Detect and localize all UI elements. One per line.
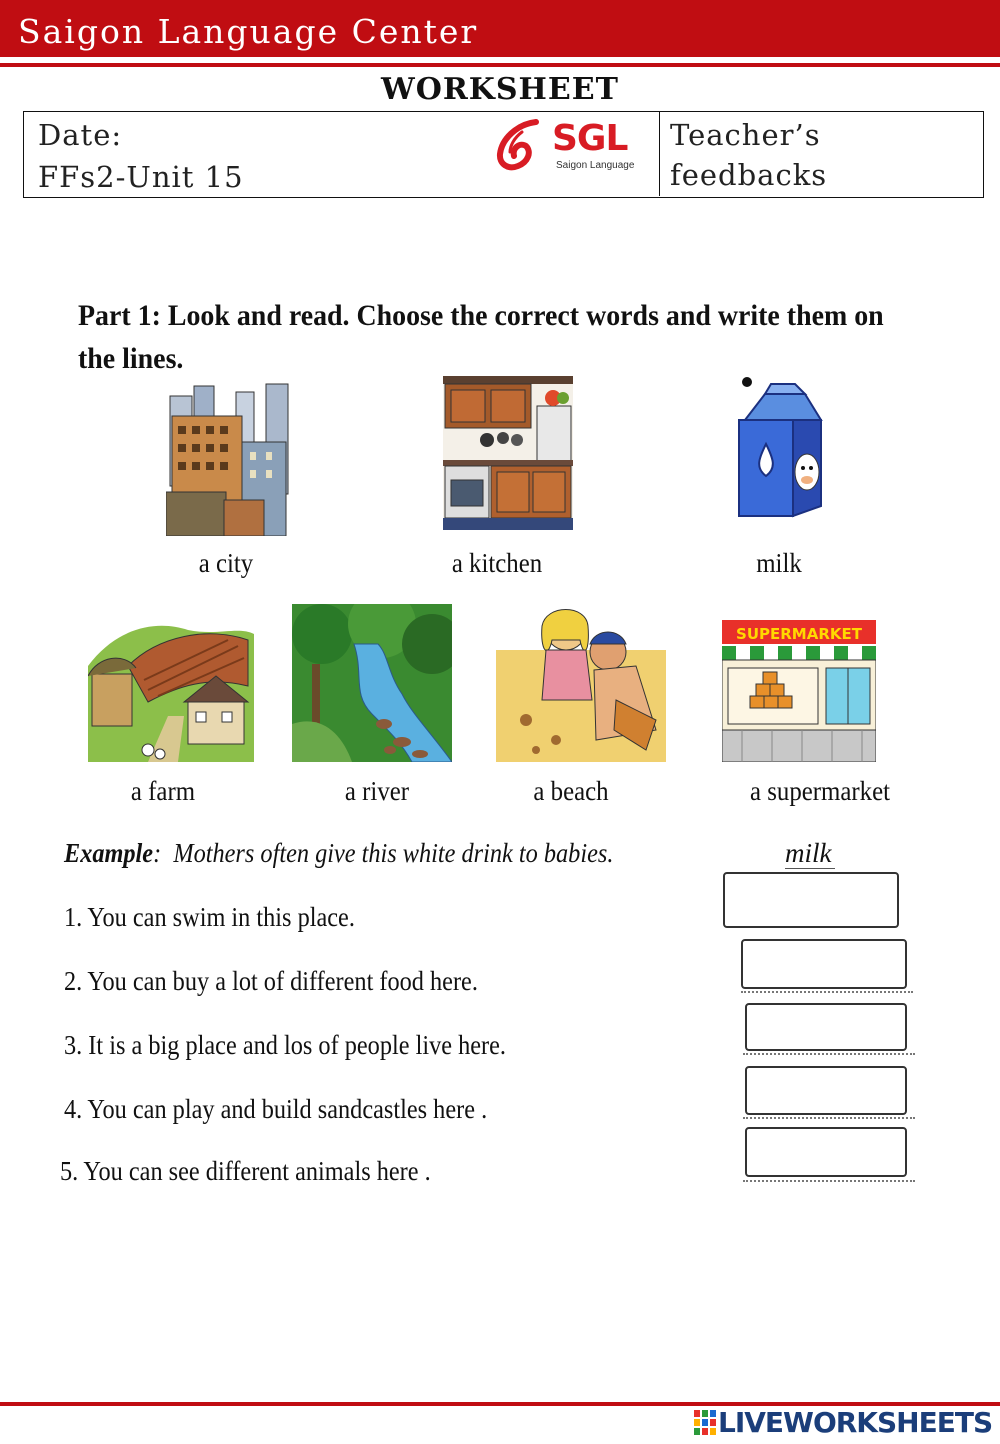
sgl-logo [492, 116, 652, 176]
question-3: 3. It is a big place and los of people live here. [64, 1030, 506, 1060]
word-bank-item: a city [198, 548, 254, 578]
unit-label: FFs2-Unit 15 [38, 160, 244, 194]
answer-line-2 [741, 991, 913, 993]
beach-image [496, 600, 666, 762]
milk-image [735, 376, 825, 524]
river-image [292, 604, 452, 762]
header-table [23, 111, 984, 198]
liveworksheets-brand: LIVEWORKSHEETS [718, 1406, 993, 1439]
answer-line-4 [743, 1117, 915, 1119]
word-bank-item: a river [344, 776, 410, 806]
feedback-cell [661, 112, 983, 196]
supermarket-image [722, 610, 876, 762]
answer-input-4[interactable] [745, 1066, 907, 1115]
answer-input-5[interactable] [745, 1127, 907, 1177]
example-answer: milk [785, 838, 832, 868]
word-bank-item: milk [756, 548, 802, 578]
farm-image [88, 606, 254, 762]
question-1: 1. You can swim in this place. [64, 902, 355, 932]
example-text: Mothers often give this white drink to babies. [173, 838, 614, 868]
center-name: Saigon Language Center [18, 12, 479, 51]
example-sentence: Example: Mothers often give this white drink to babies. [64, 838, 614, 868]
question-5: 5. You can see different animals here . [60, 1156, 431, 1186]
date-label: Date: [38, 118, 123, 152]
word-bank-item: a beach [533, 776, 609, 806]
part1-instruction: Part 1: Look and read. Choose the correct words and write them on the lines. [78, 299, 884, 375]
example-label: Example [64, 838, 154, 868]
word-bank-item: a farm [130, 776, 196, 806]
answer-input-1[interactable] [723, 872, 899, 928]
answer-line-3 [743, 1053, 915, 1055]
supermarket-sign: SUPERMARKET [736, 625, 862, 643]
word-bank-item: a supermarket [749, 776, 891, 806]
header-divider [0, 63, 1000, 67]
worksheet-title: WORKSHEET [381, 72, 619, 107]
example-underline [785, 868, 835, 869]
header-banner [0, 0, 1000, 57]
kitchen-image [443, 376, 573, 530]
answer-input-2[interactable] [741, 939, 907, 989]
feedback-label-1: Teacher’s [670, 118, 821, 152]
word-bank-item: a kitchen [451, 548, 543, 578]
logo-subtext: Saigon Language [556, 160, 635, 171]
answer-line-5 [743, 1180, 915, 1182]
logo-text: SGL [552, 118, 628, 159]
question-4: 4. You can play and build sandcastles here . [64, 1094, 488, 1124]
answer-input-3[interactable] [745, 1003, 907, 1051]
sgl-swirl-icon [492, 116, 552, 176]
question-2: 2. You can buy a lot of different food here. [64, 966, 478, 996]
feedback-label-2: feedbacks [670, 158, 828, 192]
header-info-cell [24, 112, 660, 196]
liveworksheets-logo [694, 1406, 994, 1440]
liveworksheets-grid-icon [694, 1410, 716, 1436]
city-image [166, 382, 292, 536]
